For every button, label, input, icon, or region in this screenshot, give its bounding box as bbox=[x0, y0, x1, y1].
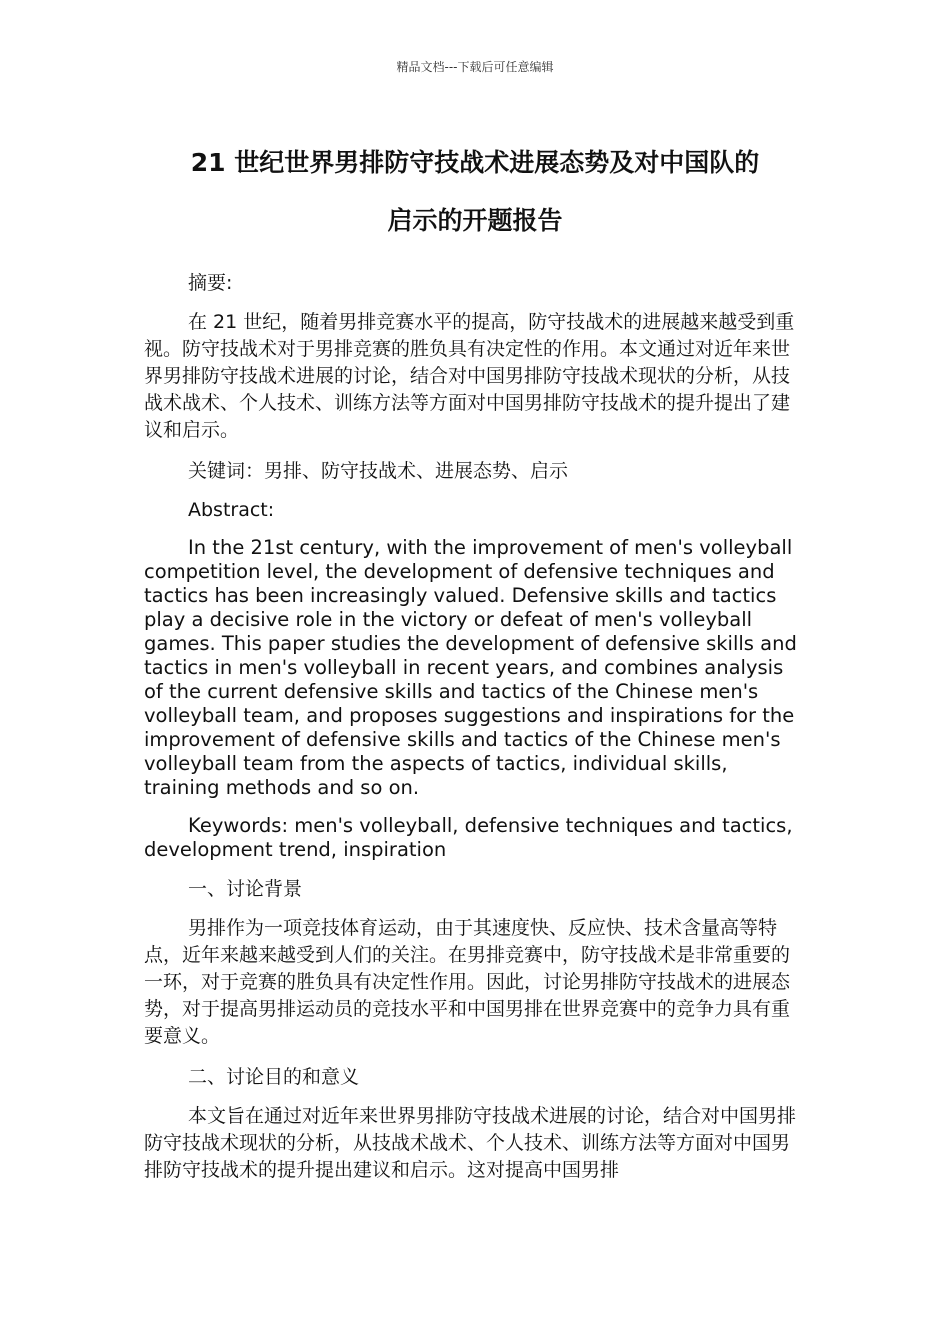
page-header: 精品文档---下载后可任意编辑 bbox=[396, 60, 554, 74]
section-1-heading: 一、讨论背景 bbox=[188, 878, 303, 900]
section-2-text: 本文旨在通过对近年来世界男排防守技战术进展的讨论，结合对中国男排防守技战术现状的分析，从技战术战术、个人技术、训练方法等方面对中国男排防守技战术的提升提出建议和启示。这对提高中国男排 bbox=[144, 1105, 797, 1181]
section-1-text: 男排作为一项竞技体育运动，由于其速度快、反应快、技术含量高等特点，近年来越来越受到人们的关注。在男排竞赛中，防守技战术是非常重要的一环，对于竞赛的胜负具有决定性作用。因此，讨论男排防守技战术的进展态势，对于提高男排运动员的竞技水平和中国男排在世界竞赛中的竞争力具有重要意义。 bbox=[144, 917, 791, 1047]
abstract-en: In the 21st century, with the improvement of men's volleyball competition level, the development of defensive techniques and tactics has been increasingly valued. Defensive skills and tactics play a decisive role in the victory or defeat of men's volleyball games. This paper studies the development of defensive skills and tactics in men's volleyball in recent years, and combines analysis of the current defensive skills and tactics of the Chinese men's volleyball team, and proposes suggestions and inspirations for the improvement of defensive skills and tactics of the Chinese men's volleyball team from the aspects of tactics, individual skills, training methods and so on. bbox=[144, 536, 797, 799]
keywords-en: Keywords: men's volleyball, defensive techniques and tactics, development trend, inspiration bbox=[144, 814, 793, 861]
abstract-cn-label: 摘要: bbox=[188, 272, 233, 294]
keywords-cn: 关键词：男排、防守技战术、进展态势、启示 bbox=[188, 460, 569, 482]
document-title bbox=[120, 134, 830, 250]
document-body bbox=[144, 270, 808, 1198]
abstract-en-label: Abstract: bbox=[188, 499, 275, 521]
title-line-2: 启示的开题报告 bbox=[387, 206, 563, 235]
section-2-heading: 二、讨论目的和意义 bbox=[188, 1066, 360, 1088]
title-line-1: 21 世纪世界男排防守技战术进展态势及对中国队的 bbox=[190, 148, 760, 177]
abstract-cn: 在 21 世纪，随着男排竞赛水平的提高，防守技战术的进展越来越受到重视。防守技战术对于男排竞赛的胜负具有决定性的作用。本文通过对近年来世界男排防守技战术进展的讨论，结合对中国男排防守技战术现状的分析，从技战术战术、个人技术、训练方法等方面对中国男排防守技战术的提升提出了建议和启示。 bbox=[144, 311, 795, 441]
